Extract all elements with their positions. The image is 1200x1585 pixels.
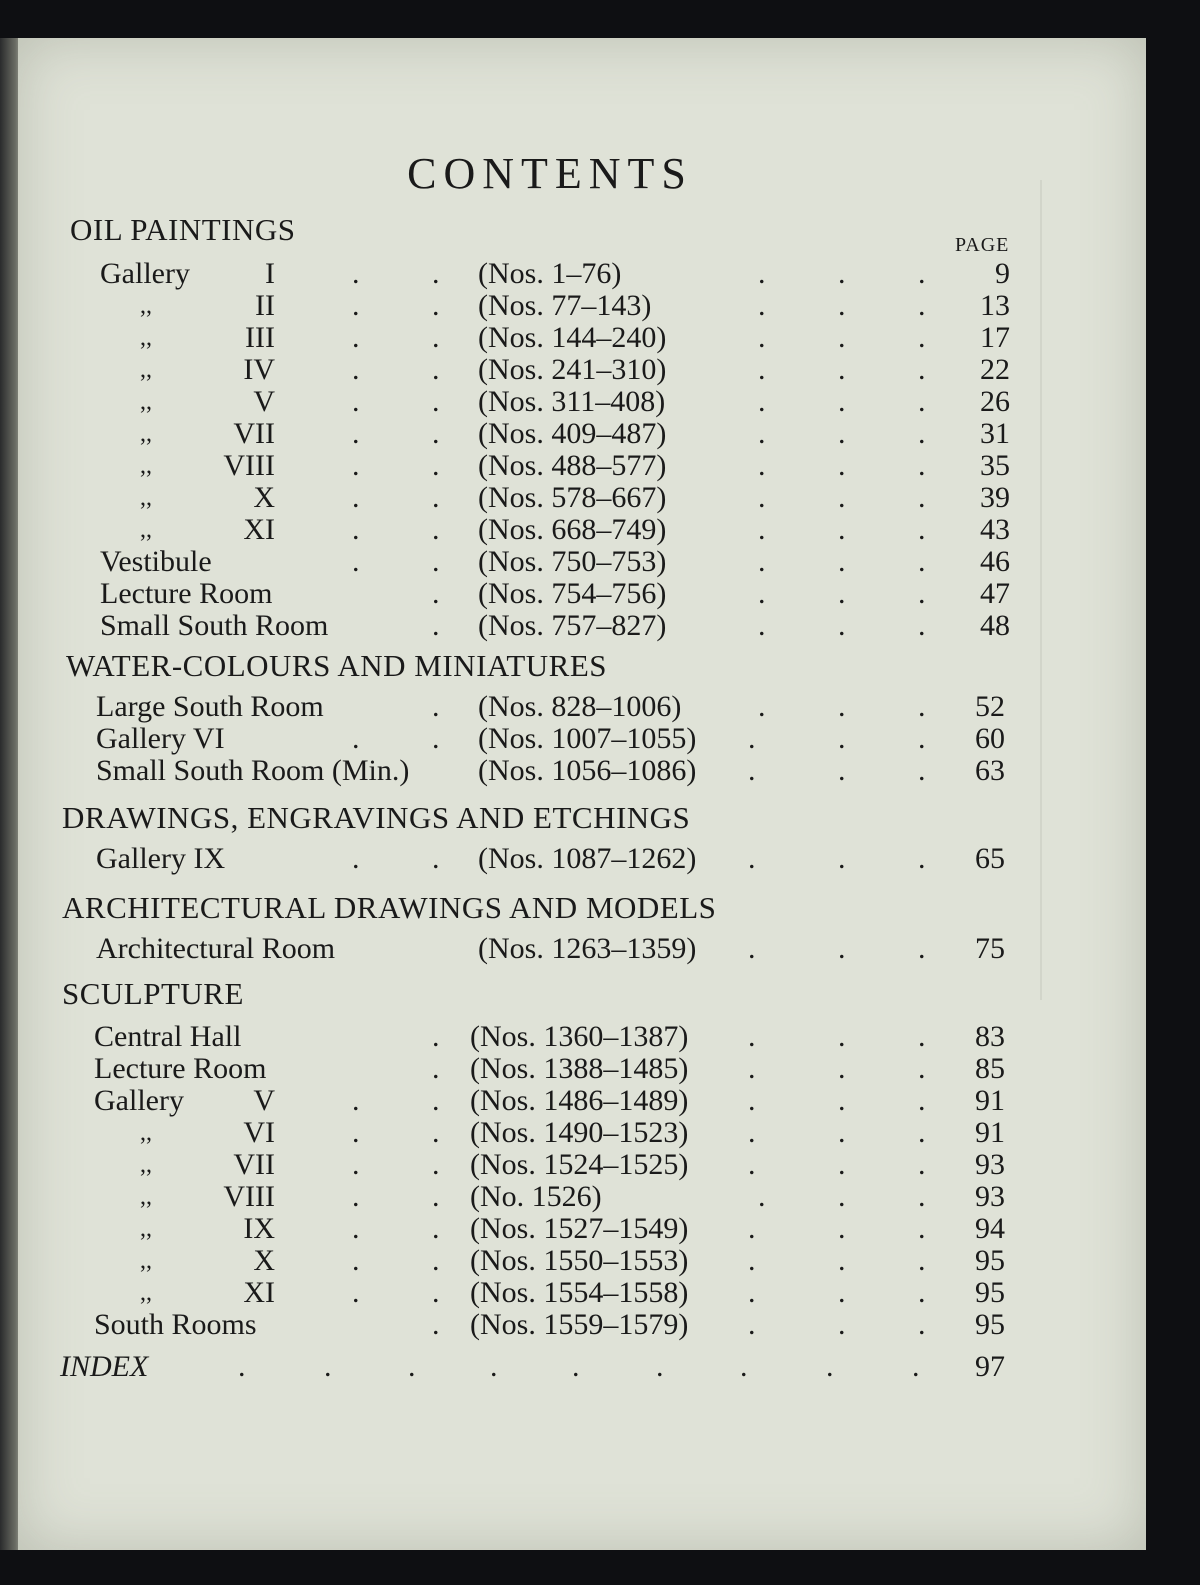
leader-dot: . (918, 690, 926, 723)
leader-dot: . (352, 321, 360, 354)
leader-dot: . (432, 1084, 440, 1117)
ditto-mark: ,, (140, 1216, 152, 1242)
number-range: (No. 1526) (470, 1180, 602, 1213)
leader-dot: . (918, 1116, 926, 1149)
leader-dot: . (432, 722, 440, 755)
gallery-number: IV (243, 353, 275, 386)
gallery-number: V (253, 385, 275, 418)
leader-dot: . (432, 385, 440, 418)
gallery-number: VII (233, 1148, 275, 1181)
leader-dot: . (838, 690, 846, 723)
page-number: 39 (980, 481, 1010, 514)
leader-dot: . (838, 513, 846, 546)
page-number: 95 (975, 1308, 1005, 1341)
page-number: 48 (980, 609, 1010, 642)
number-range: (Nos. 1527–1549) (470, 1212, 689, 1245)
leader-dot: . (918, 513, 926, 546)
number-range: (Nos. 241–310) (478, 353, 667, 386)
page-number: 13 (980, 289, 1010, 322)
toc-entry (0, 1052, 1040, 1084)
number-range: (Nos. 668–749) (478, 513, 667, 546)
page-number: 91 (975, 1084, 1005, 1117)
leader-dot: . (758, 690, 766, 723)
number-range: (Nos. 828–1006) (478, 690, 682, 723)
leader-dot: . (918, 1244, 926, 1277)
room-name: Lecture Room (94, 1052, 267, 1085)
leader-dot: . (432, 577, 440, 610)
toc-entry (0, 754, 1040, 786)
leader-dot: . (490, 1350, 498, 1383)
leader-dot: . (352, 1180, 360, 1213)
page-number: 65 (975, 842, 1005, 875)
page-number: 46 (980, 545, 1010, 578)
toc-entry (0, 1116, 1040, 1148)
page-number: 93 (975, 1180, 1005, 1213)
leader-dot: . (838, 1116, 846, 1149)
number-range: (Nos. 77–143) (478, 289, 652, 322)
leader-dot: . (838, 932, 846, 965)
number-range: (Nos. 311–408) (478, 385, 666, 418)
leader-dot: . (838, 385, 846, 418)
leader-dot: . (918, 289, 926, 322)
leader-dot: . (918, 257, 926, 290)
leader-dot: . (918, 1212, 926, 1245)
page-number: 63 (975, 754, 1005, 787)
page-number: 35 (980, 449, 1010, 482)
leader-dot: . (572, 1350, 580, 1383)
ditto-mark: ,, (140, 1248, 152, 1274)
toc-entry (0, 257, 1040, 289)
room-name: Small South Room (Min.) (96, 754, 410, 787)
leader-dot: . (758, 609, 766, 642)
toc-entry (0, 513, 1040, 545)
leader-dot: . (352, 385, 360, 418)
leader-dot: . (918, 577, 926, 610)
ditto-mark: ,, (140, 325, 152, 351)
toc-entry (0, 1148, 1040, 1180)
number-range: (Nos. 1554–1558) (470, 1276, 689, 1309)
toc-entry (0, 1212, 1040, 1244)
number-range: (Nos. 488–577) (478, 449, 667, 482)
leader-dot: . (918, 1052, 926, 1085)
page-number: 85 (975, 1052, 1005, 1085)
leader-dot: . (918, 1148, 926, 1181)
leader-dot: . (432, 545, 440, 578)
leader-dot: . (758, 449, 766, 482)
leader-dot: . (838, 257, 846, 290)
leader-dot: . (748, 1276, 756, 1309)
number-range: (Nos. 1388–1485) (470, 1052, 689, 1085)
room-name: Central Hall (94, 1020, 242, 1053)
toc-entry (0, 545, 1040, 577)
leader-dot: . (748, 1020, 756, 1053)
number-range: (Nos. 1087–1262) (478, 842, 697, 875)
leader-dot: . (238, 1350, 246, 1383)
leader-dot: . (432, 1020, 440, 1053)
leader-dot: . (432, 1180, 440, 1213)
leader-dot: . (918, 1020, 926, 1053)
toc-entry (0, 577, 1040, 609)
leader-dot: . (352, 1116, 360, 1149)
page-number: 47 (980, 577, 1010, 610)
leader-dot: . (918, 1276, 926, 1309)
toc-entry (0, 690, 1040, 722)
leader-dot: . (432, 449, 440, 482)
section-heading: SCULPTURE (62, 976, 244, 1011)
leader-dot: . (758, 481, 766, 514)
section-heading: DRAWINGS, ENGRAVINGS AND ETCHINGS (62, 800, 691, 835)
toc-entry (0, 1308, 1040, 1340)
leader-dot: . (432, 353, 440, 386)
gallery-number: VI (243, 1116, 275, 1149)
toc-entry (0, 481, 1040, 513)
leader-dot: . (324, 1350, 332, 1383)
room-name: Gallery IX (96, 842, 226, 875)
toc-entry (0, 1020, 1040, 1052)
leader-dot: . (432, 1148, 440, 1181)
leader-dot: . (352, 1148, 360, 1181)
leader-dot: . (758, 321, 766, 354)
page-number: 31 (980, 417, 1010, 450)
leader-dot: . (432, 1116, 440, 1149)
leader-dot: . (432, 842, 440, 875)
leader-dot: . (758, 353, 766, 386)
page-number: 52 (975, 690, 1005, 723)
page-number: 93 (975, 1148, 1005, 1181)
leader-dot: . (432, 1052, 440, 1085)
room-name: Gallery (94, 1084, 184, 1117)
leader-dot: . (352, 842, 360, 875)
number-range: (Nos. 1550–1553) (470, 1244, 689, 1277)
section-heading: OIL PAINTINGS (70, 212, 296, 247)
leader-dot: . (838, 1052, 846, 1085)
gallery-number: X (253, 481, 275, 514)
leader-dot: . (838, 609, 846, 642)
leader-dot: . (432, 1276, 440, 1309)
leader-dot: . (748, 842, 756, 875)
leader-dot: . (432, 609, 440, 642)
gallery-number: X (253, 1244, 275, 1277)
toc-entry (0, 1084, 1040, 1116)
leader-dot: . (838, 1180, 846, 1213)
leader-dot: . (352, 289, 360, 322)
number-range: (Nos. 1490–1523) (470, 1116, 689, 1149)
leader-dot: . (352, 481, 360, 514)
toc-entry (0, 722, 1040, 754)
leader-dot: . (748, 1052, 756, 1085)
ditto-mark: ,, (140, 1120, 152, 1146)
page-number: 9 (995, 257, 1010, 290)
number-range: (Nos. 1007–1055) (478, 722, 697, 755)
toc-entry (0, 321, 1040, 353)
number-range: (Nos. 754–756) (478, 577, 667, 610)
leader-dot: . (432, 289, 440, 322)
leader-dot: . (432, 481, 440, 514)
leader-dot: . (758, 417, 766, 450)
leader-dot: . (918, 1308, 926, 1341)
page-number: 60 (975, 722, 1005, 755)
leader-dot: . (352, 1212, 360, 1245)
page-number: 97 (975, 1350, 1005, 1383)
leader-dot: . (826, 1350, 834, 1383)
leader-dot: . (352, 353, 360, 386)
leader-dot: . (748, 1244, 756, 1277)
leader-dot: . (432, 1244, 440, 1277)
ditto-mark: ,, (140, 421, 152, 447)
page-number: 94 (975, 1212, 1005, 1245)
page-number: 95 (975, 1244, 1005, 1277)
toc-entry (0, 353, 1040, 385)
room-name: Large South Room (96, 690, 324, 723)
toc-entry (0, 289, 1040, 321)
number-range: (Nos. 1486–1489) (470, 1084, 689, 1117)
gallery-number: I (265, 257, 275, 290)
leader-dot: . (748, 1148, 756, 1181)
leader-dot: . (352, 513, 360, 546)
toc-entry (0, 1180, 1040, 1212)
index-entry (0, 1350, 1040, 1382)
leader-dot: . (912, 1350, 920, 1383)
page-title: CONTENTS (407, 149, 693, 198)
leader-dot: . (352, 449, 360, 482)
leader-dot: . (352, 257, 360, 290)
leader-dot: . (838, 417, 846, 450)
leader-dot: . (838, 289, 846, 322)
number-range: (Nos. 1524–1525) (470, 1148, 689, 1181)
room-name: Vestibule (100, 545, 212, 578)
leader-dot: . (432, 1308, 440, 1341)
leader-dot: . (408, 1350, 416, 1383)
leader-dot: . (740, 1350, 748, 1383)
ditto-mark: ,, (140, 1280, 152, 1306)
leader-dot: . (352, 1276, 360, 1309)
leader-dot: . (432, 417, 440, 450)
gallery-number: V (253, 1084, 275, 1117)
leader-dot: . (918, 842, 926, 875)
leader-dot: . (918, 545, 926, 578)
page-number: 91 (975, 1116, 1005, 1149)
toc-entry (0, 932, 1040, 964)
number-range: (Nos. 578–667) (478, 481, 667, 514)
gallery-number: VII (233, 417, 275, 450)
leader-dot: . (918, 754, 926, 787)
page-column-label: PAGE (955, 234, 1010, 256)
number-range: (Nos. 750–753) (478, 545, 667, 578)
leader-dot: . (838, 842, 846, 875)
toc-entry (0, 609, 1040, 641)
number-range: (Nos. 1360–1387) (470, 1020, 689, 1053)
leader-dot: . (758, 577, 766, 610)
gallery-number: VIII (223, 449, 275, 482)
page-number: 83 (975, 1020, 1005, 1053)
leader-dot: . (432, 1212, 440, 1245)
gallery-number: VIII (223, 1180, 275, 1213)
leader-dot: . (918, 932, 926, 965)
leader-dot: . (918, 722, 926, 755)
number-range: (Nos. 757–827) (478, 609, 667, 642)
number-range: (Nos. 144–240) (478, 321, 667, 354)
leader-dot: . (838, 321, 846, 354)
leader-dot: . (748, 1116, 756, 1149)
toc-entry (0, 842, 1040, 874)
room-name: Architectural Room (96, 932, 336, 965)
toc-entry (0, 417, 1040, 449)
page-number: 43 (980, 513, 1010, 546)
room-name: South Rooms (94, 1308, 257, 1341)
gallery-number: IX (243, 1212, 275, 1245)
leader-dot: . (748, 1084, 756, 1117)
leader-dot: . (918, 449, 926, 482)
page-number: 26 (980, 385, 1010, 418)
leader-dot: . (758, 385, 766, 418)
room-name: Lecture Room (100, 577, 273, 610)
leader-dot: . (918, 385, 926, 418)
ditto-mark: ,, (140, 453, 152, 479)
leader-dot: . (748, 932, 756, 965)
leader-dot: . (838, 353, 846, 386)
toc-entry (0, 385, 1040, 417)
leader-dot: . (758, 289, 766, 322)
leader-dot: . (748, 754, 756, 787)
leader-dot: . (838, 722, 846, 755)
leader-dot: . (838, 481, 846, 514)
room-name: Small South Room (100, 609, 329, 642)
index-label: INDEX (60, 1350, 149, 1383)
leader-dot: . (656, 1350, 664, 1383)
leader-dot: . (352, 1084, 360, 1117)
ditto-mark: ,, (140, 485, 152, 511)
leader-dot: . (748, 722, 756, 755)
leader-dot: . (432, 513, 440, 546)
section-heading: ARCHITECTURAL DRAWINGS AND MODELS (62, 890, 717, 925)
leader-dot: . (748, 1308, 756, 1341)
number-range: (Nos. 1–76) (478, 257, 622, 290)
leader-dot: . (838, 1308, 846, 1341)
toc-entry (0, 449, 1040, 481)
page-number: 17 (980, 321, 1010, 354)
leader-dot: . (838, 577, 846, 610)
ditto-mark: ,, (140, 357, 152, 383)
leader-dot: . (838, 1276, 846, 1309)
ditto-mark: ,, (140, 517, 152, 543)
section-heading: WATER-COLOURS AND MINIATURES (66, 648, 608, 683)
leader-dot: . (838, 1244, 846, 1277)
leader-dot: . (352, 1244, 360, 1277)
gallery-number: III (245, 321, 275, 354)
number-range: (Nos. 1263–1359) (478, 932, 697, 965)
leader-dot: . (918, 1180, 926, 1213)
gallery-number: XI (243, 1276, 275, 1309)
room-name: Gallery VI (96, 722, 225, 755)
ditto-mark: ,, (140, 389, 152, 415)
leader-dot: . (918, 1084, 926, 1117)
leader-dot: . (918, 609, 926, 642)
page-number: 75 (975, 932, 1005, 965)
leader-dot: . (758, 257, 766, 290)
leader-dot: . (432, 321, 440, 354)
leader-dot: . (838, 754, 846, 787)
leader-dot: . (918, 481, 926, 514)
room-name: Gallery (100, 257, 190, 290)
number-range: (Nos. 1559–1579) (470, 1308, 689, 1341)
leader-dot: . (918, 417, 926, 450)
leader-dot: . (838, 449, 846, 482)
leader-dot: . (918, 321, 926, 354)
leader-dot: . (838, 1148, 846, 1181)
leader-dot: . (838, 1084, 846, 1117)
leader-dot: . (838, 545, 846, 578)
leader-dot: . (758, 513, 766, 546)
page-number: 95 (975, 1276, 1005, 1309)
leader-dot: . (352, 722, 360, 755)
number-range: (Nos. 1056–1086) (478, 754, 697, 787)
leader-dot: . (918, 353, 926, 386)
toc-entry (0, 1244, 1040, 1276)
leader-dot: . (838, 1212, 846, 1245)
gallery-number: II (255, 289, 275, 322)
toc-entry (0, 1276, 1040, 1308)
leader-dot: . (432, 257, 440, 290)
ditto-mark: ,, (140, 1184, 152, 1210)
leader-dot: . (748, 1212, 756, 1245)
leader-dot: . (352, 417, 360, 450)
leader-dot: . (758, 545, 766, 578)
leader-dot: . (352, 545, 360, 578)
leader-dot: . (758, 1180, 766, 1213)
leader-dot: . (838, 1020, 846, 1053)
page-number: 22 (980, 353, 1010, 386)
ditto-mark: ,, (140, 293, 152, 319)
ditto-mark: ,, (140, 1152, 152, 1178)
leader-dot: . (432, 690, 440, 723)
number-range: (Nos. 409–487) (478, 417, 667, 450)
gallery-number: XI (243, 513, 275, 546)
